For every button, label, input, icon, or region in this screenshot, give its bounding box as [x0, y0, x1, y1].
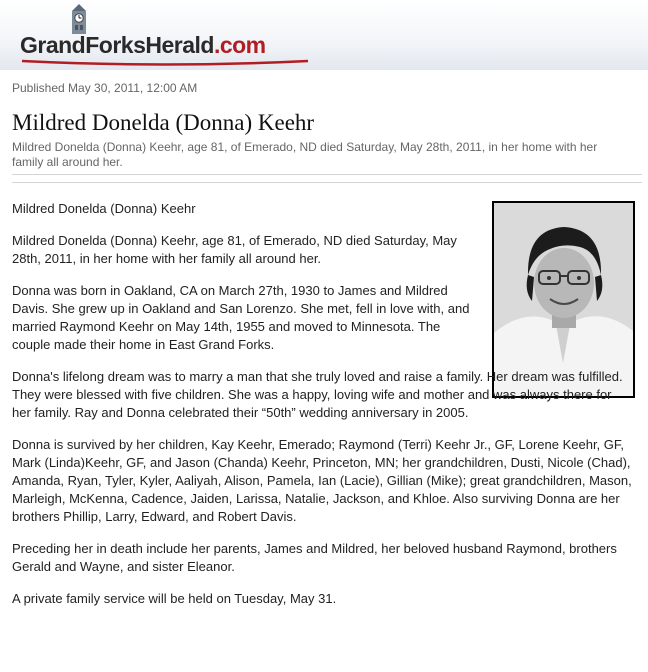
body-paragraph: Preceding her in death include her parents, James and Mildred, her beloved husband Raymond, brothers Gerald and Wayne, and sister Eleanor. — [12, 541, 617, 574]
body-paragraph: Mildred Donelda (Donna) Keehr, age 81, of Emerado, ND died Saturday, May 28th, 2011, in her home with her family all around her. — [12, 233, 457, 266]
body-paragraph: Donna was born in Oakland, CA on March 27th, 1930 to James and Mildred Davis. She grew up in Oakland and San Lorenzo. She met, fell in love with, and married Raymond Keehr on May 14th, 1955 and moved to Minnesota. The couple made their home in East Grand Forks. — [12, 283, 470, 352]
article-body — [12, 200, 632, 622]
logo-main-text: GrandForksHerald — [20, 32, 214, 58]
divider — [12, 174, 642, 175]
logo-wordmark — [20, 32, 266, 59]
article-title: Mildred Donelda (Donna) Keehr — [12, 110, 315, 135]
body-paragraph: Mildred Donelda (Donna) Keehr — [12, 201, 196, 216]
body-paragraph: Donna is survived by her children, Kay Keehr, Emerado; Raymond (Terri) Keehr Jr., GF, Lorene Keehr, GF, Mark (Linda)Keehr, GF, and Jason (Chanda) Keehr, Princeton, MN; her grandchildren, Dusti, Nicole (Chad), Amanda, Ryan, Tyler, Kyler, Aaliyah, Alison, Pamela, Ian (Lacie), Gillian (Mike); great grandchildren, Mason, Marleigh, McKenna, Cadence, Jaiden, Larissa, Natalie, Jackson, and Khloe. Also surviving Donna are her brothers Phillip, Larry, Edward, and Robert Davis. — [12, 437, 632, 524]
publish-date: Published May 30, 2011, 12:00 AM — [12, 81, 198, 95]
body-paragraph: A private family service will be held on Tuesday, May 31. — [12, 591, 337, 606]
logo-suffix-text: .com — [213, 32, 266, 58]
divider — [12, 182, 642, 183]
logo-swoosh — [20, 59, 310, 67]
article-summary: Mildred Donelda (Donna) Keehr, age 81, of Emerado, ND died Saturday, May 28th, 2011, in her home with her family all around her. — [12, 140, 598, 169]
site-logo[interactable] — [20, 4, 320, 66]
clock-tower-icon — [68, 4, 90, 34]
masthead — [0, 0, 648, 70]
body-paragraph: Donna's lifelong dream was to marry a man that she truly loved and raise a family. Her dream was fulfilled. They were blessed with five children. She was a happy, loving wife and mother and was always there for her family. Ray and Donna celebrated their “50th” wedding anniversary in 2005. — [12, 369, 623, 420]
